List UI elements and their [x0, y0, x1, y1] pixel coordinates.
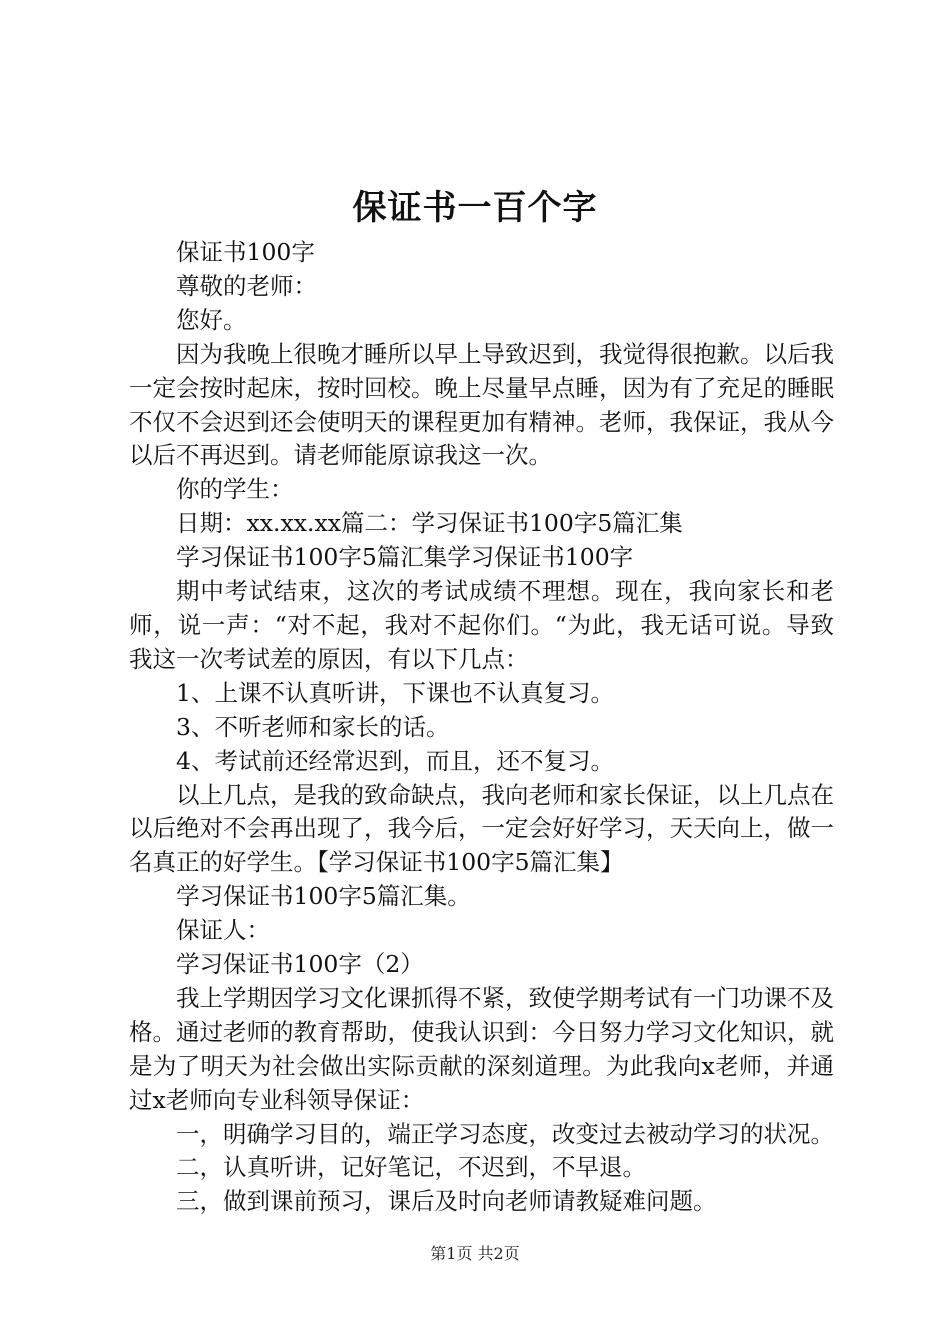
paragraph: 学习保证书100字5篇汇集学习保证书100字	[176, 543, 634, 572]
paragraph: 您好。	[176, 305, 247, 334]
paragraph: 学习保证书100字5篇汇集。	[176, 882, 471, 911]
page-footer: 第1页 共2页	[430, 1244, 520, 1263]
paragraph: 保证人：	[176, 916, 270, 945]
paragraph: 3、不听老师和家长的话。	[176, 712, 450, 741]
paragraph: 4、考试前还经常迟到，而且，还不复习。	[176, 746, 614, 775]
paragraph: 学习保证书100字（2）	[176, 950, 424, 979]
paragraph: 期中考试结束，这次的考试成绩不理想。现在，我向家长和老师，说一声：“对不起，我对不起你们。“为此，我无话可说。导致我这一次考试差的原因，有以下几点：	[129, 577, 834, 673]
paragraph: 你的学生：	[176, 475, 294, 504]
paragraph: 我上学期因学习文化课抓得不紧，致使学期考试有一门功课不及格。通过老师的教育帮助，使我认识到：今日努力学习文化知识，就是为了明天为社会做出实际贡献的深刻道理。为此我向x老师，并通过x老师向专业科领导保证：	[129, 983, 834, 1114]
paragraph: 以上几点，是我的致命缺点，我向老师和家长保证，以上几点在以后绝对不会再出现了，我今后，一定会好好学习，天天向上，做一名真正的好学生。【学习保证书100字5篇汇集】	[129, 780, 834, 877]
paragraph: 因为我晚上很晚才睡所以早上导致迟到，我觉得很抱歉。以后我一定会按时起床，按时回校。晚上尽量早点睡，因为有了充足的睡眠不仅不会迟到还会使明天的课程更加有精神。老师，我保证，我从今以后不再迟到。请老师能原谅我这一次。	[129, 339, 834, 470]
paragraph: 尊敬的老师：	[176, 271, 317, 300]
paragraph: 保证书100字	[176, 238, 315, 266]
paragraph: 二，认真听讲，记好笔记，不迟到，不早退。	[176, 1153, 646, 1182]
document-body	[129, 236, 834, 1219]
paragraph: 一，明确学习目的，端正学习态度，改变过去被动学习的状况。	[176, 1119, 834, 1148]
paragraph: 1、上课不认真听讲，下课也不认真复习。	[176, 678, 614, 707]
document-title: 保证书一百个字	[352, 188, 598, 228]
paragraph: 日期：xx.xx.xx篇二：学习保证书100字5篇汇集	[176, 509, 683, 538]
paragraph: 三，做到课前预习，课后及时向老师请教疑难问题。	[176, 1187, 717, 1216]
